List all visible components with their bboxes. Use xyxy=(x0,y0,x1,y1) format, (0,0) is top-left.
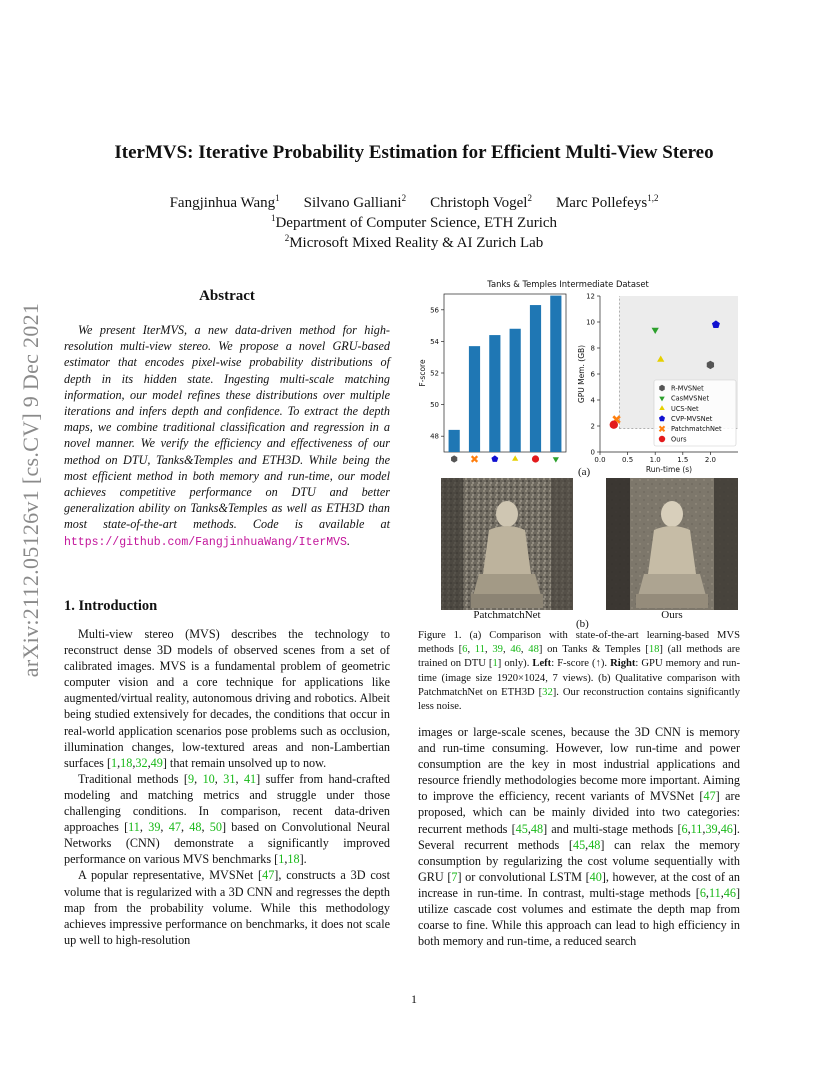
citation-link[interactable]: 41 xyxy=(243,771,257,786)
page-number: 1 xyxy=(411,992,417,1006)
legend-label: Ours xyxy=(671,435,687,444)
citation-link[interactable]: 45 xyxy=(515,821,528,836)
citation-link[interactable]: 1 xyxy=(278,852,285,867)
y-tick-label: 50 xyxy=(430,401,439,410)
x-tick-label: 2.0 xyxy=(704,456,716,464)
arxiv-id: arXiv:2112.05126v1 [cs.CV] 9 Dec 2021 xyxy=(18,302,43,678)
intro-paragraph-continued: images or large-scale scenes, because the 3D CNN is memory and run-time consuming. However, low run-time and power consumption are the key in most industrial applications and resource friendly methodologies become more important. Aiming to improve the efficiency, recent variants of MVSNet [47] are proposed, which can be mainly divided into two categories: recurrent methods [45,48] and multi-stage methods [6,11,39,46]. Several recurrent methods [45,48] can relax the memory consumption by regularizing the cost volume sequentially with GRU [7] or convolutional LSTM [40], however, at the cost of an increase in run-time. In contrast, multi-stage methods [6,11,46] utilize cascade cost volumes and estimate the depth map from coarse to fine. While this approach can lead to high efficiency in both memory and run-time, a reduced search xyxy=(418,725,741,949)
figure-label-a: (a) xyxy=(578,466,591,478)
bar-r-mvsnet xyxy=(449,430,460,452)
citation-link[interactable]: 31 xyxy=(223,771,236,786)
intro-paragraph-3: A popular representative, MVSNet [47], constructs a 3D cost volume that is regularized with a 3D CNN and regresses the depth map from the probability volume. While this methodology achieves impressive performance on benchmarks, it does not scale up well to high-resolution xyxy=(64,868,390,947)
author-2: Silvano Galliani$^2$ xyxy=(303,193,407,211)
y-tick-label: 8 xyxy=(590,344,595,353)
citation-link[interactable]: 46 xyxy=(723,885,736,900)
citation-link[interactable]: 46 xyxy=(510,644,521,656)
y-tick-label: 54 xyxy=(430,337,439,346)
y-tick-label: 6 xyxy=(590,370,595,379)
y-tick-label: 52 xyxy=(430,369,439,378)
x-marker-casmvsnet xyxy=(471,455,478,462)
intro-paragraph-1: Multi-view stereo (MVS) describes the technology to reconstruct dense 3D models of observed scenes from a set of calibrated images. MVS is a fundamental problem of geometric computer vision and a core technique for applications like augmented/virtual reality, autonomous driving and robotics. Albeit being studied extensively for decades, the conditions that occur in real-world application scenarios pose problems such as occlusion, illumination changes, low-textured areas and non-Lambertian surfaces [1,18,32,49] that remain unsolved up to now. xyxy=(64,627,390,770)
citation-link[interactable]: 11 xyxy=(708,885,721,900)
image-label-patchmatchnet: PatchmatchNet xyxy=(473,609,541,621)
intro-paragraph-2: Traditional methods [9, 10, 31, 41] suffer from hand-crafted modeling and matching metrics and struggle under those challenging conditions. In comparison, recent data-driven approaches [11, 39, 47, 48, 50] based on Convolutional Neural Networks (CNN) demonstrate a significantly improved performance on various MVS benchmarks [1,18]. xyxy=(64,771,391,867)
affiliation-2: $^2$Microsoft Mixed Reality & AI Zurich Lab xyxy=(284,233,544,251)
author-4: Marc Pollefeys$^{1,2}$ xyxy=(555,193,659,211)
memory-runtime-scatter xyxy=(577,293,738,475)
x-tick-label: 0.5 xyxy=(622,456,634,464)
x-marker-ucs-net xyxy=(491,455,498,462)
section-heading-introduction: 1. Introduction xyxy=(64,598,158,614)
y-tick-label: 12 xyxy=(586,292,595,301)
citation-link[interactable]: 6 xyxy=(462,644,468,656)
x-marker-patchmatchnet xyxy=(532,455,539,462)
citation-link[interactable]: 6 xyxy=(699,885,706,900)
y-tick-label: 4 xyxy=(590,396,595,405)
citation-link[interactable]: 11 xyxy=(128,820,140,835)
citation-link[interactable]: 48 xyxy=(588,837,601,852)
citation-link[interactable]: 1 xyxy=(111,755,118,770)
x-tick-label: 1.0 xyxy=(649,456,661,464)
y-tick-label: 0 xyxy=(590,448,595,457)
legend-label: UCS-Net xyxy=(671,404,699,413)
citation-link[interactable]: 48 xyxy=(528,644,539,656)
citation-link[interactable]: 10 xyxy=(202,771,215,786)
citation-link[interactable]: 48 xyxy=(189,820,202,835)
x-marker-r-mvsnet xyxy=(451,455,457,462)
ours-reconstruction-image xyxy=(606,478,738,610)
citation-link[interactable]: 9 xyxy=(187,771,195,786)
abstract-body: We present IterMVS, a new data-driven method for high-resolution multi-view stereo. We propose a novel GRU-based estimator that encodes pixel-wise probability distributions of depth in its hidden state. Ingesting multi-scale matching information, our model refines these distributions over multiple iterations and infers depth and confidence. To extract the depth maps, we combine traditional classification and regression in a novel manner. We verify the efficiency and effectiveness of our method on DTU, Tanks&Temples and ETH3D. While being the most efficient method in both memory and run-time, our model achieves competitive performance on DTU and better generalization ability on Tanks&Temples as well as ETH3D than most state-of-the-art methods. Code is available at https://github.com/FangjinhuaWang/IterMVS. xyxy=(64,323,390,549)
citation-link[interactable]: 18 xyxy=(120,755,133,770)
legend-label: PatchmatchNet xyxy=(671,425,722,434)
chart-title: Tanks & Temples Intermediate Dataset xyxy=(487,279,649,289)
citation-link[interactable]: 7 xyxy=(451,869,458,884)
citation-link[interactable]: 47 xyxy=(168,820,181,835)
abstract-heading: Abstract xyxy=(199,288,255,304)
point-ours xyxy=(610,421,618,429)
arxiv-stamp xyxy=(14,290,48,690)
citation-link[interactable]: 39 xyxy=(492,644,503,656)
bar-casmvsnet xyxy=(469,346,480,452)
citation-link[interactable]: 45 xyxy=(572,837,586,852)
code-link[interactable]: https://github.com/FangjinhuaWang/IterMVS xyxy=(64,535,347,549)
citation-link[interactable]: 47 xyxy=(262,868,275,883)
intro-column-right xyxy=(418,724,740,949)
figure-1-caption: Figure 1. (a) Comparison with state-of-the-art learning-based MVS methods [6, 11, 39, 46, 48] on Tanks & Temples [18] (all methods are trained on DTU [1] only). Left: F-score (↑). Right: GPU memory and run-time (image size 1920×1024, 7 views). (b) Qualitative comparison with PatchmatchNet on ETH3D [32]. Our reconstruction contains significantly less noise. xyxy=(418,630,741,713)
x-tick-label: 1.5 xyxy=(677,456,689,464)
citation-link[interactable]: 32 xyxy=(542,686,553,698)
y-axis-label: GPU Mem. (GB) xyxy=(577,344,586,404)
citation-link[interactable]: 6 xyxy=(681,821,688,836)
citation-link[interactable]: 46 xyxy=(720,821,733,836)
patchmatchnet-reconstruction-image xyxy=(441,478,573,610)
citation-link[interactable]: 18 xyxy=(648,644,660,656)
y-tick-label: 10 xyxy=(586,318,595,327)
x-axis-label: Run-time (s) xyxy=(645,465,693,474)
x-marker-cvp-mvsnet xyxy=(512,455,518,460)
legend-label: CasMVSNet xyxy=(671,394,710,403)
author-1: Fangjinhua Wang$^1$ xyxy=(169,193,280,211)
bar-cvp-mvsnet xyxy=(510,329,521,452)
citation-link[interactable]: 39 xyxy=(705,821,718,836)
y-tick-label: 56 xyxy=(430,306,439,315)
citation-link[interactable]: 11 xyxy=(474,644,485,656)
citation-link[interactable]: 50 xyxy=(209,820,222,835)
citation-link[interactable]: 32 xyxy=(135,755,148,770)
author-3: Christoph Vogel$^2$ xyxy=(430,193,532,211)
bar-axes-frame xyxy=(444,294,566,452)
x-marker-ours xyxy=(553,457,559,462)
intro-column-left xyxy=(64,626,390,948)
fscore-bar-chart xyxy=(418,294,566,463)
author-list xyxy=(0,193,828,212)
citation-link[interactable]: 18 xyxy=(287,852,300,867)
figure-label-b: (b) xyxy=(576,618,589,630)
citation-link[interactable]: 40 xyxy=(589,869,602,884)
affiliation-1: $^1$Department of Computer Science, ETH Zurich xyxy=(270,213,558,231)
x-tick-label: 0.0 xyxy=(594,456,606,464)
paper-title: IterMVS: Iterative Probability Estimation for Efficient Multi-View Stereo xyxy=(114,142,714,163)
citation-link[interactable]: 48 xyxy=(530,821,544,836)
y-tick-label: 2 xyxy=(590,422,595,431)
legend-marker-ours xyxy=(659,436,665,442)
legend-label: CVP-MVSNet xyxy=(671,415,713,423)
y-axis-label: F-score xyxy=(418,359,427,387)
y-tick-label: 48 xyxy=(430,432,439,441)
citation-link[interactable]: 47 xyxy=(703,789,716,804)
bar-patchmatchnet xyxy=(530,305,541,452)
citation-link[interactable]: 1 xyxy=(492,658,498,670)
citation-link[interactable]: 11 xyxy=(690,821,703,836)
citation-link[interactable]: 39 xyxy=(148,820,161,835)
bar-ours xyxy=(550,296,561,452)
bar-ucs-net xyxy=(489,335,500,452)
citation-link[interactable]: 49 xyxy=(150,755,163,770)
figure-1a-charts xyxy=(416,276,750,476)
image-label-ours: Ours xyxy=(661,609,683,621)
legend-label: R-MVSNet xyxy=(671,384,704,393)
abstract-text: We present IterMVS, a new data-driven method for high-resolution multi-view stereo. We propose a novel GRU-based estimator that encodes pixel-wise probability distributions of depth in its hidden state. Ingesting multi-scale matching information, our model refines these distributions over multiple iterations and infers depth and confidence. To extract the depth maps, we combine traditional classification and regression in a novel manner. We verify the efficiency and effectiveness of our method on DTU, Tanks&Temples and ETH3D. While being the most efficient method in both memory and run-time, our model achieves competitive performance on DTU and better generalization ability on Tanks&Temples as well as ETH3D than most state-of-the-art methods. Code is available at xyxy=(64,323,390,532)
